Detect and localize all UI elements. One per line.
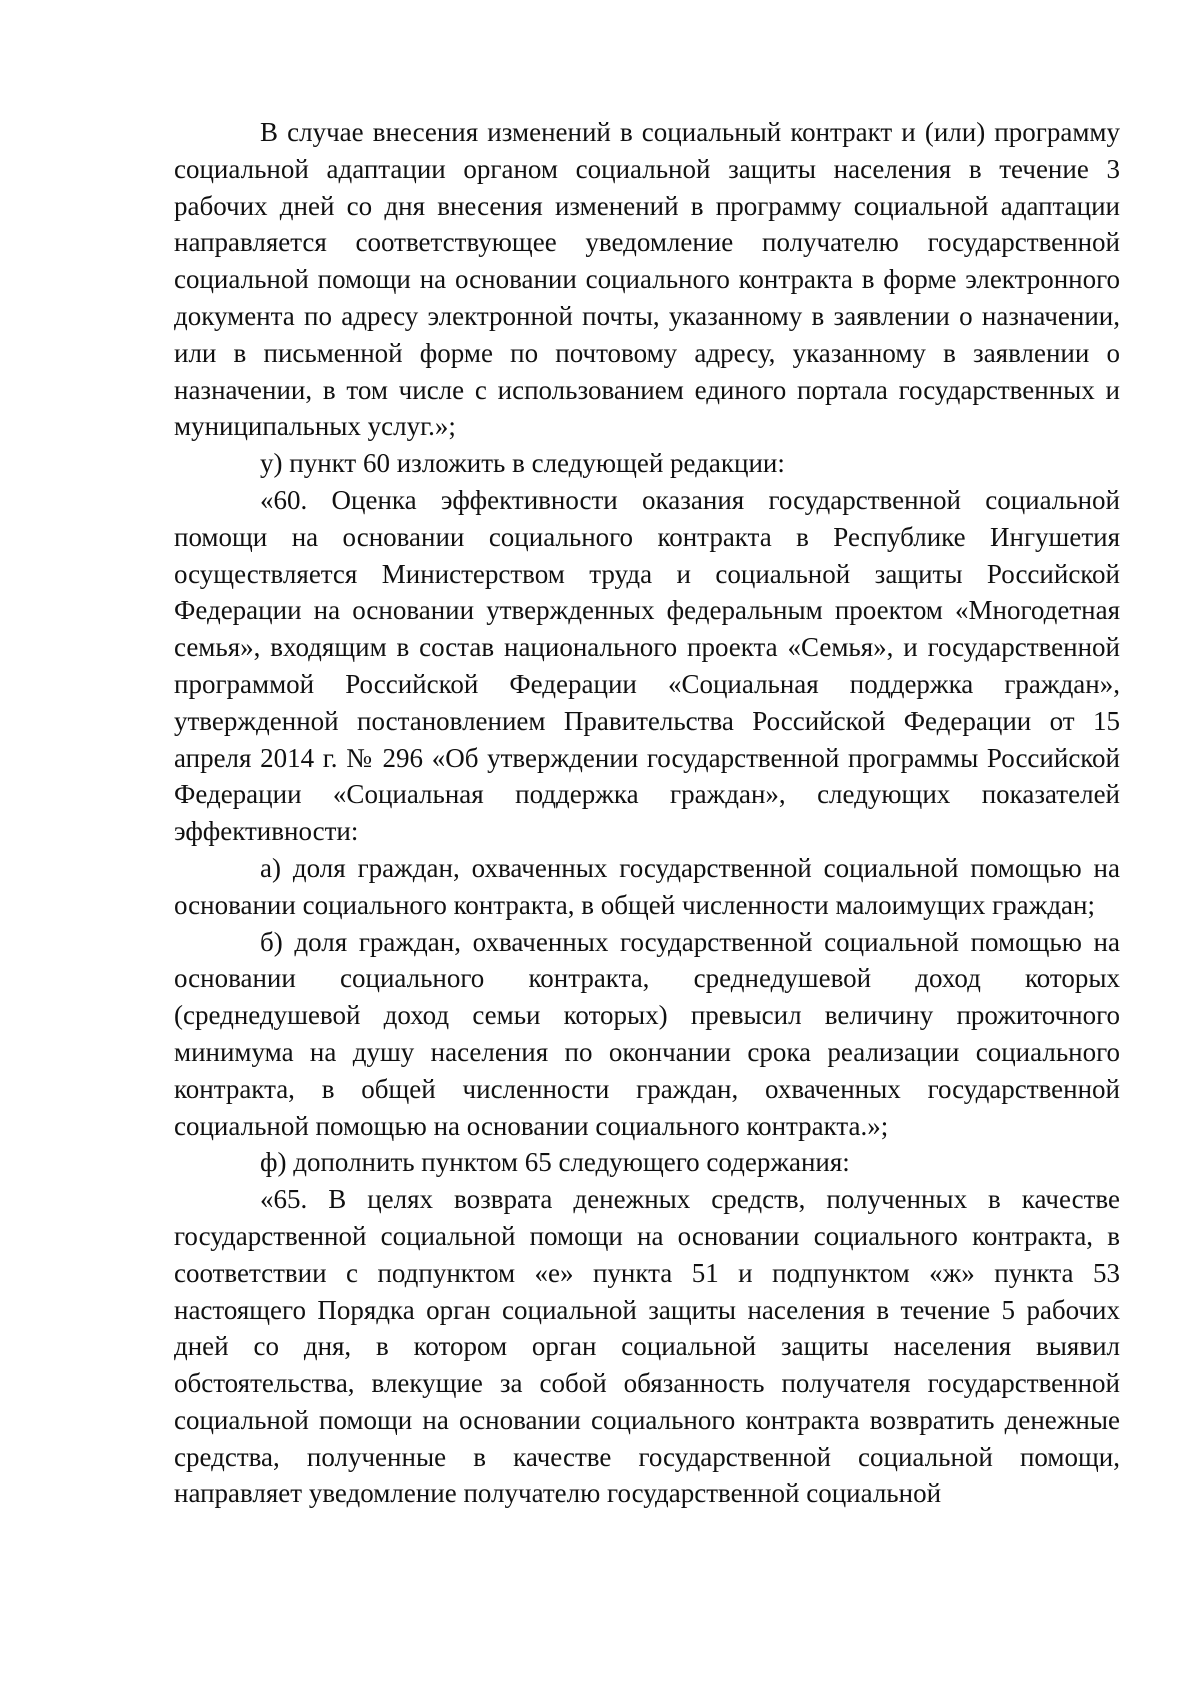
document-body (174, 114, 1120, 1512)
paragraph-item-f: ф) дополнить пунктом 65 следующего содержания: (260, 1147, 850, 1178)
paragraph-indicator-a: а) доля граждан, охваченных государственной социальной помощью на основании социального контракта, в общей численности малоимущих граждан; (174, 852, 1120, 920)
paragraph-item-u: у) пункт 60 изложить в следующей редакции: (260, 448, 785, 479)
paragraph-clause-60: «60. Оценка эффективности оказания государственной социальной помощи на основании социального контракта в Республике Ингушетия осуществляется Министерством труда и социальной защиты Российской Федерации на основании утвержденных федеральным проектом «Многодетная семья», входящим в состав национального проекта «Семья», и государственной программой Российской Федерации «Социальная поддержка граждан», утвержденной постановлением Правительства Российской Федерации от 15 апреля 2014 г. № 296 «Об утверждении государственной программы Российской Федерации «Социальная поддержка граждан», следующих показателей эффективности: (174, 484, 1120, 847)
paragraph-clause-65: «65. В целях возврата денежных средств, полученных в качестве государственной социальной помощи на основании социального контракта, в соответствии с подпунктом «е» пункта 51 и подпунктом «ж» пункта 53 настоящего Порядка орган социальной защиты населения в течение 5 рабочих дней со дня, в котором орган социальной защиты населения выявил обстоятельства, влекущие за собой обязанность получателя государственной социальной помощи на основании социального контракта возвратить денежные средства, полученные в качестве государственной социальной помощи, направляет уведомление получателю государственной социальной (174, 1184, 1120, 1509)
paragraph-indicator-b: б) доля граждан, охваченных государственной социальной помощью на основании социального контракта, среднедушевой доход которых (среднедушевой доход семьи которых) превысил величину прожиточного минимума на душу населения по окончании срока реализации социального контракта, в общей численности граждан, охваченных государственной социальной помощью на основании социального контракта.»; (174, 926, 1120, 1141)
paragraph-amendment-notice: В случае внесения изменений в социальный контракт и (или) программу социальной адаптации органом социальной защиты населения в течение 3 рабочих дней со дня внесения изменений в программу социальной адаптации направляется соответствующее уведомление получателю государственной социальной помощи на основании социального контракта в форме электронного документа по адресу электронной почты, указанному в заявлении о назначении, или в письменной форме по почтовому адресу, указанному в заявлении о назначении, в том числе с использованием единого портала государственных и муниципальных услуг.»; (174, 117, 1120, 442)
